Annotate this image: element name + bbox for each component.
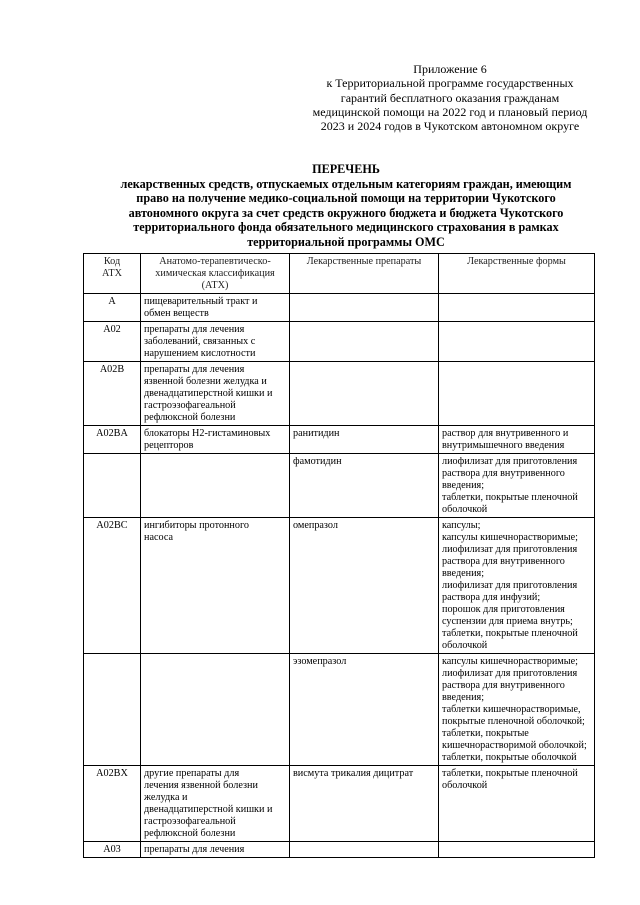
classification-line: желудка и <box>144 792 188 803</box>
form-line: лиофилизат для приготовления <box>442 580 578 591</box>
atx-code-cell: A02 <box>84 322 141 362</box>
header-line: химическая классификация <box>155 268 275 279</box>
form-cell <box>439 766 595 842</box>
drug-cell <box>290 842 439 858</box>
atx-drug-table <box>83 253 595 858</box>
appendix-line: к Территориальной программе государственных <box>326 76 574 91</box>
table-row <box>84 518 595 654</box>
form-line: лиофилизат для приготовления <box>442 668 578 679</box>
document-heading <box>96 162 596 250</box>
drug-line: эзомепразол <box>293 656 347 667</box>
form-line: оболочкой <box>442 640 488 651</box>
classification-line: обмен веществ <box>144 308 209 319</box>
classification-line: заболеваний, связанных с <box>144 336 256 347</box>
atx-code-cell: A03 <box>84 842 141 858</box>
appendix-line: 2023 и 2024 годов в Чукотском автономном округе <box>320 119 580 134</box>
classification-line: язвенной болезни желудка и <box>144 376 267 387</box>
form-line: таблетки кишечнорастворимые, <box>442 704 581 715</box>
classification-cell <box>141 454 290 518</box>
form-line: таблетки, покрытые <box>442 728 529 739</box>
header-classification <box>141 254 290 294</box>
classification-cell <box>141 766 290 842</box>
drug-cell <box>290 454 439 518</box>
form-line: капсулы кишечнорастворимые; <box>442 656 578 667</box>
header-drugs <box>290 254 439 294</box>
table-header-row <box>84 254 595 294</box>
atx-code-cell <box>84 454 141 518</box>
form-cell <box>439 294 595 322</box>
classification-cell <box>141 322 290 362</box>
form-line: капсулы; <box>442 520 481 531</box>
atx-code-cell: A02BA <box>84 426 141 454</box>
classification-line: насоса <box>144 532 174 543</box>
classification-line: препараты для лечения <box>144 844 245 855</box>
form-cell <box>439 426 595 454</box>
heading-line: территориальной программы ОМС <box>247 234 445 249</box>
classification-cell <box>141 426 290 454</box>
table-row <box>84 654 595 766</box>
header-line: Лекарственные препараты <box>306 256 422 267</box>
classification-line: гастроэзофагеальной <box>144 400 236 411</box>
form-line: кишечнорастворимой оболочкой; <box>442 740 587 751</box>
table-row <box>84 294 595 322</box>
heading-line: право на получение медико-социальной помощи на территории Чукотского <box>136 191 556 206</box>
drug-line: висмута трикалия дицитрат <box>293 768 414 779</box>
document-subtitle <box>96 177 596 250</box>
classification-line: рефлюксной болезни <box>144 828 236 839</box>
header-line: Код <box>103 256 121 267</box>
classification-cell <box>141 294 290 322</box>
form-line: порошок для приготовления <box>442 604 565 615</box>
table-row <box>84 454 595 518</box>
form-line: таблетки, покрытые пленочной <box>442 628 578 639</box>
classification-cell <box>141 654 290 766</box>
form-line: капсулы кишечнорастворимые; <box>442 532 578 543</box>
drug-line: омепразол <box>293 520 338 531</box>
header-code <box>84 254 141 294</box>
heading-line: лекарственных средств, отпускаемых отдельным категориям граждан, имеющим <box>120 176 572 191</box>
drug-cell <box>290 518 439 654</box>
form-line: суспензии для приема внутрь; <box>442 616 573 627</box>
form-cell <box>439 454 595 518</box>
header-line: АТХ <box>101 268 123 279</box>
drug-cell <box>290 654 439 766</box>
classification-cell <box>141 362 290 426</box>
classification-line: рецепторов <box>144 440 194 451</box>
drug-line: ранитидин <box>293 428 340 439</box>
classification-line: двенадцатиперстной кишки и <box>144 388 273 399</box>
form-cell <box>439 518 595 654</box>
form-cell <box>439 842 595 858</box>
classification-line: ингибиторы протонного <box>144 520 249 531</box>
drug-cell <box>290 322 439 362</box>
appendix-line: медицинской помощи на 2022 год и плановый период <box>312 104 588 119</box>
atx-code-cell <box>84 654 141 766</box>
drug-cell <box>290 426 439 454</box>
form-line: введения; <box>442 692 485 703</box>
table-row <box>84 362 595 426</box>
drug-line: фамотидин <box>293 456 342 467</box>
drug-cell <box>290 294 439 322</box>
form-line: раствора для инфузий; <box>442 592 541 603</box>
classification-line: препараты для лечения <box>144 324 245 335</box>
classification-cell <box>141 518 290 654</box>
form-line: раствор для внутривенного и <box>442 428 569 439</box>
form-cell <box>439 654 595 766</box>
classification-line: гастроэзофагеальной <box>144 816 236 827</box>
table-body <box>84 294 595 858</box>
drug-cell <box>290 362 439 426</box>
appendix-note <box>300 62 600 133</box>
form-line: таблетки, покрытые оболочкой <box>442 752 577 763</box>
atx-code-cell: А <box>84 294 141 322</box>
form-cell <box>439 322 595 362</box>
document-title: ПЕРЕЧЕНЬ <box>312 162 380 176</box>
atx-code-cell: A02BX <box>84 766 141 842</box>
table-row <box>84 766 595 842</box>
form-line: раствора для внутривенного <box>442 680 565 691</box>
form-line: раствора для внутривенного <box>442 468 565 479</box>
form-line: таблетки, покрытые пленочной <box>442 768 578 779</box>
atx-code-cell: A02BC <box>84 518 141 654</box>
form-line: таблетки, покрытые пленочной <box>442 492 578 503</box>
form-line: оболочкой <box>442 504 488 515</box>
classification-line: двенадцатиперстной кишки и <box>144 804 273 815</box>
form-line: раствора для внутривенного <box>442 556 565 567</box>
classification-line: лечения язвенной болезни <box>144 780 258 791</box>
appendix-line: гарантий бесплатного оказания гражданам <box>340 90 560 105</box>
classification-line: препараты для лечения <box>144 364 245 375</box>
form-line: внутримышечного введения <box>442 440 565 451</box>
classification-line: блокаторы Н2-гистаминовых <box>144 428 271 439</box>
form-cell <box>439 362 595 426</box>
form-line: введения; <box>442 480 485 491</box>
drug-cell <box>290 766 439 842</box>
classification-line: пищеварительный тракт и <box>144 296 258 307</box>
form-line: оболочкой <box>442 780 488 791</box>
classification-line: нарушением кислотности <box>144 348 256 359</box>
table-row <box>84 426 595 454</box>
form-line: лиофилизат для приготовления <box>442 456 578 467</box>
table-row <box>84 322 595 362</box>
heading-line: территориального фонда обязательного медицинского страхования в рамках <box>133 220 559 235</box>
header-line: Лекарственные формы <box>467 256 566 267</box>
classification-cell <box>141 842 290 858</box>
appendix-line: Приложение 6 <box>413 62 487 76</box>
atx-code-cell: A02B <box>84 362 141 426</box>
classification-line: другие препараты для <box>144 768 240 779</box>
form-line: покрытые пленочной оболочкой; <box>442 716 585 727</box>
form-line: лиофилизат для приготовления <box>442 544 578 555</box>
heading-line: автономного округа за счет средств окружного бюджета и бюджета Чукотского <box>128 205 564 220</box>
header-line: (АТХ) <box>201 280 229 291</box>
table-row <box>84 842 595 858</box>
header-line: Анатомо-терапевтическо- <box>159 256 271 267</box>
form-line: введения; <box>442 568 485 579</box>
classification-line: рефлюксной болезни <box>144 412 236 423</box>
header-forms <box>439 254 595 294</box>
